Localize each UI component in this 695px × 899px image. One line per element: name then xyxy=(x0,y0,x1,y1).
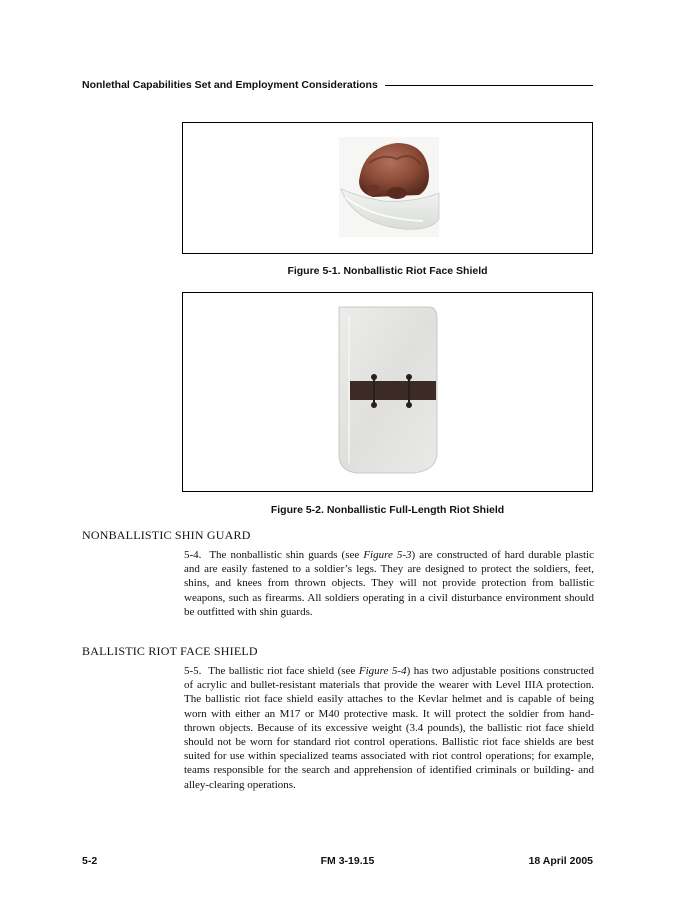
figure-5-2-frame xyxy=(182,292,593,492)
figure-reference: Figure 5-3 xyxy=(363,549,412,561)
paragraph-number: 5-5. xyxy=(184,665,202,677)
paragraph-text: ) has two adjustable positions constructed of acrylic and bullet-resistant materials that provide the wearer with Level IIIA protection. The ballistic riot face shield easily attaches to the Kevlar helmet and is capable of being worn with either an M17 or M40 protective mask. It will protect the soldier from hand-thrown objects. Because of its excessive weight (3.4 pounds), the ballistic riot face shield should not be worn for standard riot control operations. Ballistic riot face shields are best suited for use within specialized teams associated with riot control operations; for example, teams responsible for the search and apprehension of identified criminals or building- and alley-clearing operations. xyxy=(184,665,595,791)
figure-5-1-frame xyxy=(182,122,593,254)
paragraph-5-5 xyxy=(184,664,594,792)
publication-date: 18 April 2005 xyxy=(528,855,593,867)
section-heading: NONBALLISTIC SHIN GUARD xyxy=(82,528,251,542)
running-header: Nonlethal Capabilities Set and Employment Considerations xyxy=(82,79,378,91)
full-length-riot-shield-photo xyxy=(183,293,591,490)
header-rule xyxy=(385,85,593,86)
manual-designation: FM 3-19.15 xyxy=(320,855,375,867)
figure-caption: Figure 5-1. Nonballistic Riot Face Shield xyxy=(287,265,488,277)
paragraph-text: The nonballistic shin guards (see xyxy=(209,549,364,561)
riot-face-shield-photo xyxy=(183,123,591,252)
figure-reference: Figure 5-4 xyxy=(358,665,407,677)
paragraph-number: 5-4. xyxy=(184,549,202,561)
figure-caption: Figure 5-2. Nonballistic Full-Length Riot Shield xyxy=(270,504,505,516)
paragraph-text: ) are constructed of hard durable plastic and are easily fastened to a soldier’s legs. They are designed to protect the soldiers, feet, shins, and knees from thrown objects. They will not provide protection from ballistic weapons, such as firearms. All soldiers operating in a civil disturbance environment should be outfitted with shin guards. xyxy=(184,549,594,618)
page-number: 5-2 xyxy=(82,855,98,867)
paragraph-5-4 xyxy=(184,548,594,619)
paragraph-text: The ballistic riot face shield (see xyxy=(208,665,359,677)
section-heading: BALLISTIC RIOT FACE SHIELD xyxy=(82,644,258,658)
